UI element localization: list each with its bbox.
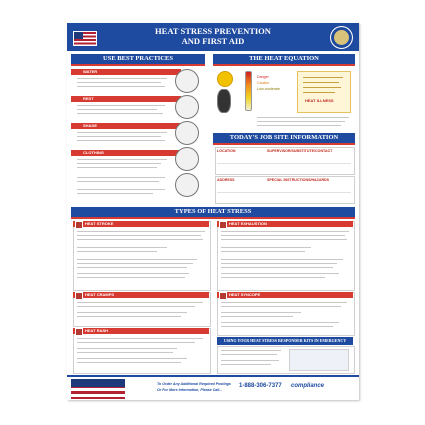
brand-logo: compliance	[291, 383, 325, 389]
order-text-1: To Order Any Additional Required Postings	[157, 382, 231, 386]
flag-banner-icon	[71, 379, 125, 399]
field-instructions: SPECIAL INSTRUCTIONS/HAZARDS	[267, 178, 330, 182]
gauge-low: Low-moderate	[257, 87, 280, 91]
heat-syncope-box	[217, 292, 355, 336]
poster-title-line2: AND FIRST AID	[181, 36, 245, 46]
heat-rash-box	[73, 328, 211, 374]
section-water: WATER	[71, 69, 181, 75]
sun-icon	[217, 71, 233, 87]
responder-kit-image	[289, 349, 349, 371]
rest-icon	[175, 95, 199, 119]
field-address: ADDRESS	[217, 178, 235, 182]
section-clothing: CLOTHING	[71, 150, 181, 156]
heat-cramps-header: HEAT CRAMPS	[73, 292, 209, 298]
heat-stroke-header: HEAT STROKE	[73, 221, 209, 227]
job-site-title: TODAY'S JOB SITE INFORMATION	[213, 133, 355, 143]
field-supervisor: SUPERVISOR/SUBSTITUTE/CONTACT	[267, 149, 333, 153]
heat-syncope-icon	[219, 292, 227, 300]
water-bottle-icon	[175, 69, 199, 93]
heat-exhaustion-icon	[219, 221, 227, 229]
types-title: TYPES OF HEAT STRESS	[71, 207, 355, 217]
heat-rash-icon	[75, 328, 83, 336]
best-practices-title: USE BEST PRACTICES	[71, 54, 205, 64]
no-sun-icon	[175, 173, 199, 197]
order-text-2: Or For More Information, Please Call...	[157, 388, 223, 392]
heat-rash-header: HEAT RASH	[73, 328, 209, 334]
heat-exhaustion-header: HEAT EXHAUSTION	[217, 221, 353, 227]
phone-number: 1-888-306-7377	[239, 383, 282, 389]
heat-illness-label: HEAT ILLNESS	[305, 98, 334, 103]
gauge-danger: Danger	[257, 75, 269, 79]
shade-icon	[175, 121, 199, 145]
heat-cramps-icon	[75, 292, 83, 300]
poster-footer	[67, 375, 359, 400]
us-flag-icon	[73, 31, 97, 46]
poster-title-line1: HEAT STRESS PREVENTION	[155, 26, 271, 36]
heat-syncope-header: HEAT SYNCOPE	[217, 292, 353, 298]
poster-header	[67, 23, 359, 51]
heat-equation-title: THE HEAT EQUATION	[213, 54, 355, 64]
section-shade: SHADE	[71, 123, 181, 129]
heat-stress-poster	[67, 23, 359, 400]
field-location: LOCATION	[217, 149, 236, 153]
worker-silhouette-icon	[217, 89, 231, 113]
responder-kit-title: USING YOUR HEAT STRESS RESPONDER KITS IN EMERGENCY	[217, 337, 353, 345]
osha-seal-icon	[330, 26, 353, 49]
section-rest: REST	[71, 96, 181, 102]
thermometer-icon	[245, 71, 252, 111]
heat-stroke-icon	[75, 221, 83, 229]
gauge-caution: Caution	[257, 81, 270, 85]
clothing-icon	[175, 147, 199, 171]
